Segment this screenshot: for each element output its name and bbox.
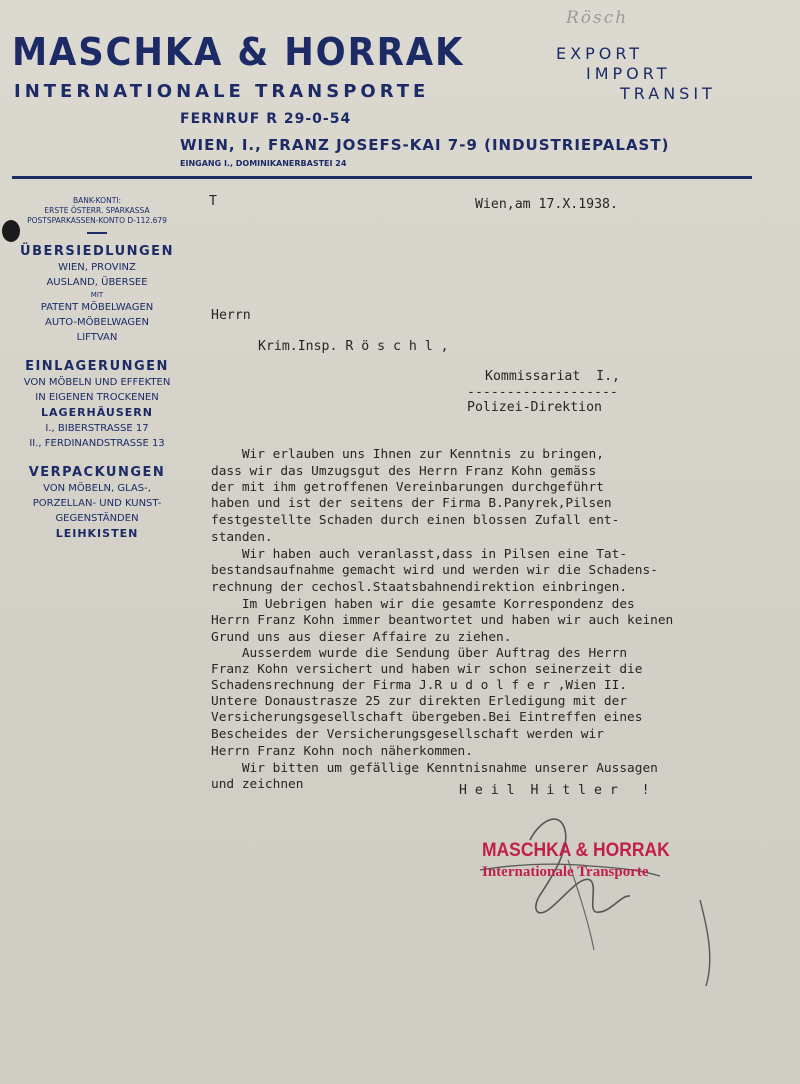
salutation: Herrn bbox=[211, 308, 251, 323]
handwritten-signature bbox=[470, 800, 730, 990]
service-transit: TRANSIT bbox=[620, 84, 716, 103]
stamp-line-2: Internationale Transporte bbox=[482, 864, 649, 880]
stamp-line-1: MASCHKA & HORRAK bbox=[482, 840, 670, 861]
letter-body-line: und zeichnen bbox=[211, 777, 304, 792]
recipient-name: Krim.Insp. R ö s c h l , bbox=[258, 339, 449, 354]
company-subtitle: INTERNATIONALE TRANSPORTE bbox=[14, 81, 430, 102]
sidebar-services bbox=[10, 196, 184, 542]
sidebar-heading-storage: EINLAGERUNGEN bbox=[25, 359, 169, 374]
sidebar-dash bbox=[87, 232, 107, 234]
recipient-department: Polizei-Direktion bbox=[467, 400, 602, 415]
company-address: WIEN, I., FRANZ JOSEFS-KAI 7-9 (INDUSTRIEPALAST) bbox=[180, 136, 670, 154]
letter-body-line: Franz Kohn versichert und haben wir schon seinerzeit die bbox=[211, 662, 643, 677]
letter-body-line: Untere Donaustrasze 25 zur direkten Erledigung mit der bbox=[211, 694, 628, 709]
bank-title: BANK-KONTI: bbox=[72, 196, 122, 205]
letter-body-line: Grund uns aus dieser Affaire zu ziehen. bbox=[211, 630, 512, 645]
sidebar-text: VON MÖBELN, GLAS-, bbox=[43, 483, 151, 494]
reference-mark: T bbox=[209, 194, 217, 209]
sidebar-text: GEGENSTÄNDEN bbox=[55, 513, 139, 524]
sidebar-text: WIEN, PROVINZ bbox=[58, 262, 136, 273]
letter-body-line: Wir haben auch veranlasst,dass in Pilsen eine Tat- bbox=[211, 547, 628, 562]
sidebar-text: PATENT MÖBELWAGEN bbox=[40, 302, 154, 313]
sidebar-text: MIT bbox=[90, 291, 104, 299]
services-list bbox=[556, 44, 756, 104]
letter-body-line: dass wir das Umzugsgut des Herrn Franz Kohn gemäss bbox=[211, 464, 597, 479]
sidebar-heading-moving: ÜBERSIEDLUNGEN bbox=[20, 244, 174, 259]
pencil-note: Rösch bbox=[566, 8, 629, 28]
letter-body-line: haben und ist der seitens der Firma B.Panyrek,Pilsen bbox=[211, 496, 612, 511]
sidebar-text: VON MÖBELN UND EFFEKTEN bbox=[23, 377, 171, 388]
letter-body-line: Herrn Franz Kohn noch näherkommen. bbox=[211, 744, 473, 759]
sidebar-text: PORZELLAN- UND KUNST- bbox=[32, 498, 162, 509]
sidebar-text: II., FERDINANDSTRASSE 13 bbox=[29, 438, 165, 449]
letter-body-line: Versicherungsgesellschaft übergeben.Bei Eintreffen eines bbox=[211, 710, 643, 725]
sidebar-text: LIFTVAN bbox=[76, 332, 118, 343]
letter-date: Wien,am 17.X.1938. bbox=[475, 197, 618, 212]
letter-body-line: bestandsaufnahme gemacht wird und werden wir die Schadens- bbox=[211, 563, 658, 578]
sidebar-text: IN EIGENEN TROCKENEN bbox=[35, 392, 159, 403]
bank-line-1: ERSTE ÖSTERR. SPARKASSA bbox=[44, 206, 150, 215]
sidebar-text: AUSLAND, ÜBERSEE bbox=[46, 277, 148, 288]
letter-body-line: Schadensrechnung der Firma J.R u d o l f e r ,Wien II. bbox=[211, 678, 628, 693]
letter-body-line: Wir bitten um gefällige Kenntnisnahme unserer Aussagen bbox=[211, 761, 658, 776]
letter-body-line: festgestellte Schaden durch einen blossen Zufall ent- bbox=[211, 513, 620, 528]
phone-number: FERNRUF R 29-0-54 bbox=[180, 111, 352, 127]
letter-body-line: Bescheides der Versicherungsgesellschaft werden wir bbox=[211, 727, 604, 742]
letter-body-line: rechnung der cechosl.Staatsbahnendirektion einbringen. bbox=[211, 580, 628, 595]
office-underline: ------------------- bbox=[467, 385, 618, 400]
company-name: MASCHKA & HORRAK bbox=[12, 30, 465, 74]
closing-greeting: H e i l H i t l e r ! bbox=[459, 783, 650, 798]
letter-body-line: Herrn Franz Kohn immer beantwortet und haben wir auch keinen bbox=[211, 613, 674, 628]
sidebar-text: LAGERHÄUSERN bbox=[41, 406, 153, 419]
letter-body-line: Wir erlauben uns Ihnen zur Kenntnis zu bringen, bbox=[211, 447, 604, 462]
service-export: EXPORT bbox=[556, 44, 644, 63]
recipient-office: Kommissariat I., bbox=[485, 369, 620, 384]
sidebar-heading-crates: LEIHKISTEN bbox=[55, 527, 139, 540]
sidebar-text: I., BIBERSTRASSE 17 bbox=[45, 423, 149, 434]
sidebar-heading-packing: VERPACKUNGEN bbox=[28, 465, 166, 480]
entrance-address: EINGANG I., DOMINIKANERBASTEI 24 bbox=[180, 159, 347, 168]
letter-body-line: der mit ihm getroffenen Vereinbarungen durchgeführt bbox=[211, 480, 604, 495]
letter-body-line: Im Uebrigen haben wir die gesamte Korrespondenz des bbox=[211, 597, 635, 612]
sidebar-text: AUTO-MÖBELWAGEN bbox=[45, 317, 149, 328]
header-rule bbox=[12, 176, 752, 179]
company-stamp bbox=[482, 840, 686, 881]
letter-body-line: Ausserdem wurde die Sendung über Auftrag des Herrn bbox=[211, 646, 628, 661]
service-import: IMPORT bbox=[586, 64, 671, 83]
bank-line-2: POSTSPARKASSEN-KONTO D-112.679 bbox=[27, 216, 167, 225]
letter-body-line: standen. bbox=[211, 530, 273, 545]
